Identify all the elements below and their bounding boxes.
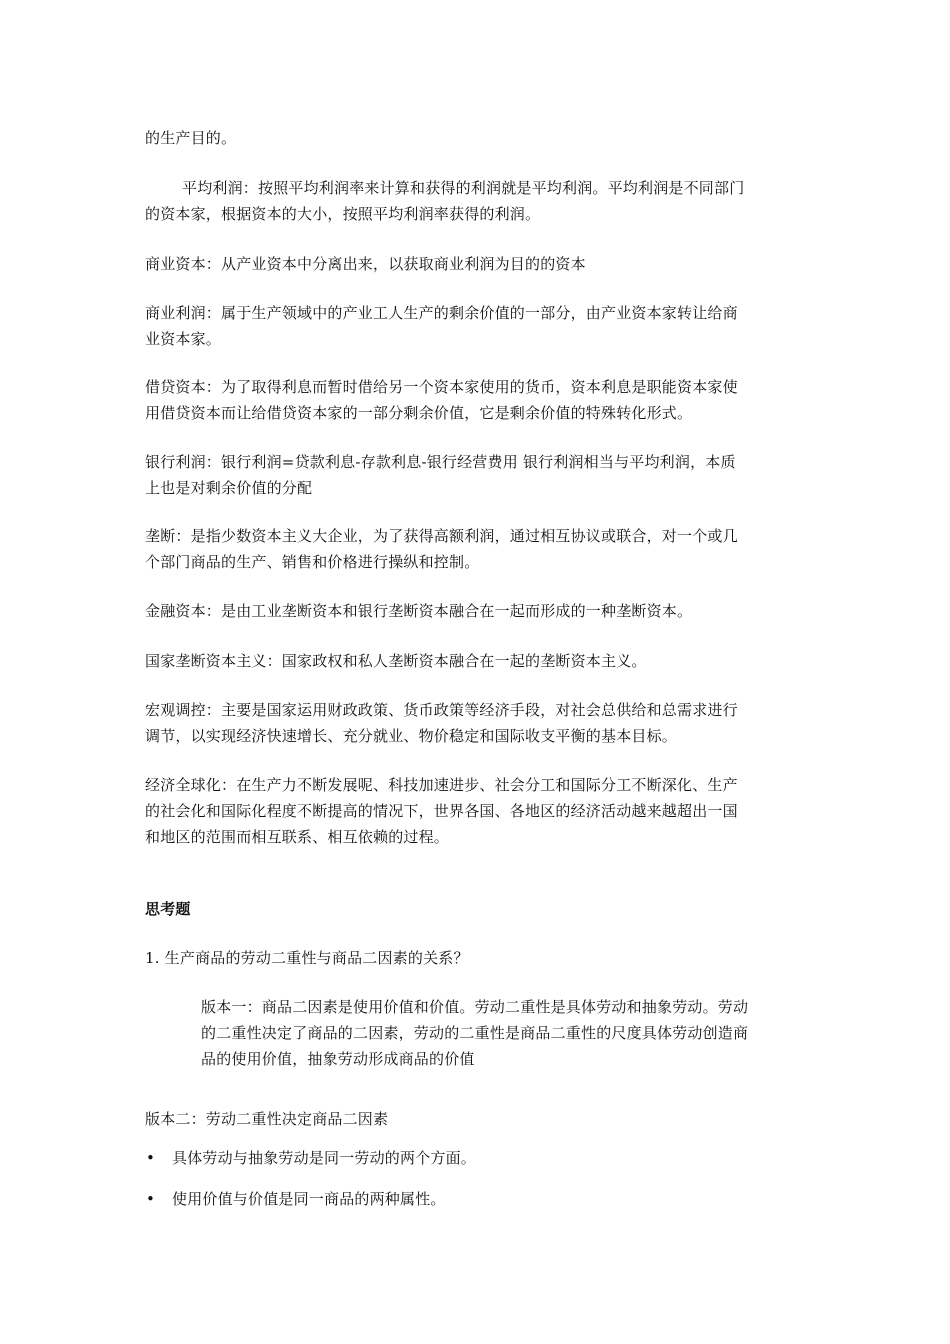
version2-title: 版本二：劳动二重性决定商品二因素	[145, 1110, 389, 1128]
list-item: 具体劳动与抽象劳动是同一劳动的两个方面。	[172, 1149, 477, 1167]
loan-capital-line-1: 借贷资本：为了取得利息而暂时借给另一个资本家使用的货币，资本利息是职能资本家使	[145, 378, 738, 396]
monopoly-line-2: 个部门商品的生产、销售和价格进行操纵和控制。	[145, 553, 480, 571]
macro-control-line-2: 调节，以实现经济快速增长、充分就业、物价稳定和国际收支平衡的基本目标。	[145, 727, 678, 745]
commercial-capital-line-1: 商业资本：从产业资本中分离出来，以获取商业利润为目的的资本	[145, 255, 586, 273]
bullet-icon: •	[146, 1190, 155, 1208]
state-monopoly-line-1: 国家垄断资本主义：国家政权和私人垄断资本融合在一起的垄断资本主义。	[145, 652, 647, 670]
macro-control-line-1: 宏观调控：主要是国家运用财政政策、货币政策等经济手段，对社会总供给和总需求进行	[145, 701, 738, 719]
loan-capital-line-2: 用借贷资本而让给借贷资本家的一部分剩余价值，它是剩余价值的特殊转化形式。	[145, 404, 693, 422]
paragraph-line: 的生产目的。	[145, 129, 237, 147]
commercial-profit-line-1: 商业利润：属于生产领域中的产业工人生产的剩余价值的一部分，由产业资本家转让给商	[145, 304, 738, 322]
globalization-line-1: 经济全球化：在生产力不断发展呢、科技加速进步、社会分工和国际分工不断深化、生产	[145, 776, 738, 794]
version1-line-1: 版本一：商品二因素是使用价值和价值。劳动二重性是具体劳动和抽象劳动。劳动	[201, 998, 749, 1016]
commercial-profit-line-2: 业资本家。	[145, 330, 222, 348]
list-item: 使用价值与价值是同一商品的两种属性。	[172, 1190, 446, 1208]
version1-line-3: 品的使用价值，抽象劳动形成商品的价值	[201, 1050, 475, 1068]
bank-profit-line-2: 上也是对剩余价值的分配	[145, 479, 313, 497]
globalization-line-2: 的社会化和国际化程度不断提高的情况下，世界各国、各地区的经济活动越来越超出一国	[145, 802, 738, 820]
version1-line-2: 的二重性决定了商品的二因素，劳动的二重性是商品二重性的尺度具体劳动创造商	[201, 1024, 749, 1042]
question-1: 1. 生产商品的劳动二重性与商品二因素的关系？	[145, 949, 469, 967]
financial-capital-line-1: 金融资本：是由工业垄断资本和银行垄断资本融合在一起而形成的一种垄断资本。	[145, 602, 693, 620]
globalization-line-3: 和地区的范围而相互联系、相互依赖的过程。	[145, 828, 450, 846]
monopoly-line-1: 垄断：是指少数资本主义大企业，为了获得高额利润，通过相互协议或联合，对一个或几	[145, 527, 738, 545]
avg-profit-line-1: 平均利润：按照平均利润率来计算和获得的利润就是平均利润。平均利润是不同部门	[182, 179, 745, 197]
avg-profit-line-2: 的资本家，根据资本的大小，按照平均利润率获得的利润。	[145, 205, 541, 223]
bullet-icon: •	[146, 1149, 155, 1167]
bank-profit-line-1: 银行利润：银行利润=贷款利息-存款利息-银行经营费用 银行利润相当与平均利润，本质	[145, 453, 736, 471]
questions-heading: 思考题	[145, 900, 191, 918]
